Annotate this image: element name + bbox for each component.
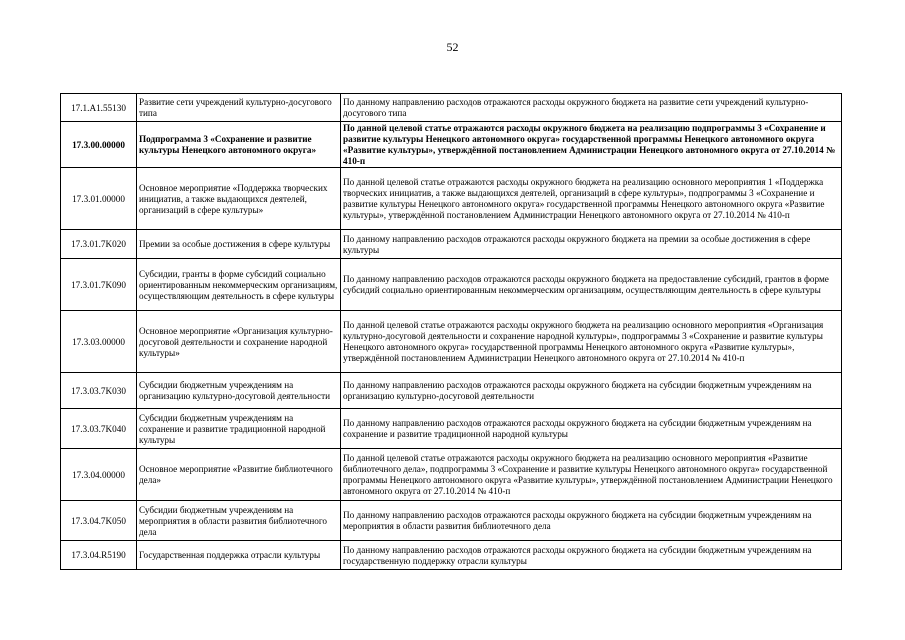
table-row [61,168,842,230]
table-row [61,259,842,311]
row-code: 17.3.03.7K040 [61,409,137,449]
row-description: По данному направлению расходов отражаются расходы окружного бюджета на субсидии бюджетным учреждениям на мероприятия в области развития библиотечного дела [341,501,842,541]
row-description: По данному направлению расходов отражаются расходы окружного бюджета на предоставление субсидий, грантов в форме субсидий социально ориентированным некоммерческим организациям, осуществляющим деятельность в сфере культуры [341,259,842,311]
row-code: 17.3.01.7K020 [61,230,137,259]
row-code: 17.3.04.R5190 [61,541,137,570]
row-description: По данному направлению расходов отражаются расходы окружного бюджета на субсидии бюджетным учреждениям на сохранение и развитие традиционной народной культуры [341,409,842,449]
row-description: По данному направлению расходов отражаются расходы окружного бюджета на премии за особые достижения в сфере культуры [341,230,842,259]
row-name: Субсидии бюджетным учреждениям на сохранение и развитие традиционной народной культуры [137,409,341,449]
row-code: 17.3.03.00000 [61,311,137,373]
row-description: По данной целевой статье отражаются расходы окружного бюджета на реализацию основного мероприятия «Организация культурно-досуговой деятельности и сохранение народной культуры», подпрограммы 3 «Сохранение и развитие культуры Ненецкого автономного округа» государственной программы Ненецкого автономного округа «Развитие культуры», утверждённой постановлением Администрации Ненецкого автономного округа от 27.10.2014 № 410-п [341,311,842,373]
row-name: Основное мероприятие «Развитие библиотечного дела» [137,449,341,501]
row-name: Основное мероприятие «Поддержка творческих инициатив, а также выдающихся деятелей, организаций в сфере культуры» [137,168,341,230]
row-name: Субсидии бюджетным учреждениям на организацию культурно-досуговой деятельности [137,373,341,409]
row-name: Основное мероприятие «Организация культурно-досуговой деятельности и сохранение народной культуры» [137,311,341,373]
page-number: 52 [446,40,459,54]
table-row [61,230,842,259]
table-row [61,409,842,449]
row-code: 17.3.04.00000 [61,449,137,501]
row-code: 17.1.A1.55130 [61,94,137,122]
row-code: 17.3.03.7K030 [61,373,137,409]
table-row [61,311,842,373]
row-code: 17.3.01.7K090 [61,259,137,311]
budget-classification-table [60,93,842,570]
row-name: Подпрограмма 3 «Сохранение и развитие культуры Ненецкого автономного округа» [137,122,341,168]
table-row [61,501,842,541]
table-row [61,122,842,168]
table-row [61,373,842,409]
row-description: По данному направлению расходов отражаются расходы окружного бюджета на субсидии бюджетным учреждениям на организацию культурно-досуговой деятельности [341,373,842,409]
row-name: Субсидии бюджетным учреждениям на мероприятия в области развития библиотечного дела [137,501,341,541]
row-description: По данному направлению расходов отражаются расходы окружного бюджета на развитие сети учреждений культурно-досугового типа [341,94,842,122]
row-name: Государственная поддержка отрасли культуры [137,541,341,570]
row-description: По данному направлению расходов отражаются расходы окружного бюджета на субсидии бюджетным учреждениям на государственную поддержку отрасли культуры [341,541,842,570]
row-name: Субсидии, гранты в форме субсидий социально ориентированным некоммерческим организациям, осуществляющим деятельность в сфере культуры [137,259,341,311]
row-name: Развитие сети учреждений культурно-досугового типа [137,94,341,122]
table-row [61,449,842,501]
table-row [61,94,842,122]
row-code: 17.3.04.7K050 [61,501,137,541]
table-row [61,541,842,570]
row-description: По данной целевой статье отражаются расходы окружного бюджета на реализацию основного мероприятия 1 «Поддержка творческих инициатив, а также выдающихся деятелей, организаций в сфере культуры», подпрограммы 3 «Сохранение и развитие культуры Ненецкого автономного округа» государственной программы Ненецкого автономного округа «Развитие культуры», утверждённой постановлением Администрации Ненецкого автономного округа от 27.10.2014 № 410-п [341,168,842,230]
row-code: 17.3.00.00000 [61,122,137,168]
row-code: 17.3.01.00000 [61,168,137,230]
row-description: По данной целевой статье отражаются расходы окружного бюджета на реализацию основного мероприятия «Развитие библиотечного дела», подпрограммы 3 «Сохранение и развитие культуры Ненецкого автономного округа» государственной программы Ненецкого автономного округа «Развитие культуры», утверждённой постановлением Администрации Ненецкого автономного округа от 27.10.2014 № 410-п [341,449,842,501]
row-name: Премии за особые достижения в сфере культуры [137,230,341,259]
row-description: По данной целевой статье отражаются расходы окружного бюджета на реализацию подпрограммы 3 «Сохранение и развитие культуры Ненецкого автономного округа» государственной программы Ненецкого автономного округа «Развитие культуры», утверждённой постановлением Администрации Ненецкого автономного округа от 27.10.2014 № 410-п [341,122,842,168]
